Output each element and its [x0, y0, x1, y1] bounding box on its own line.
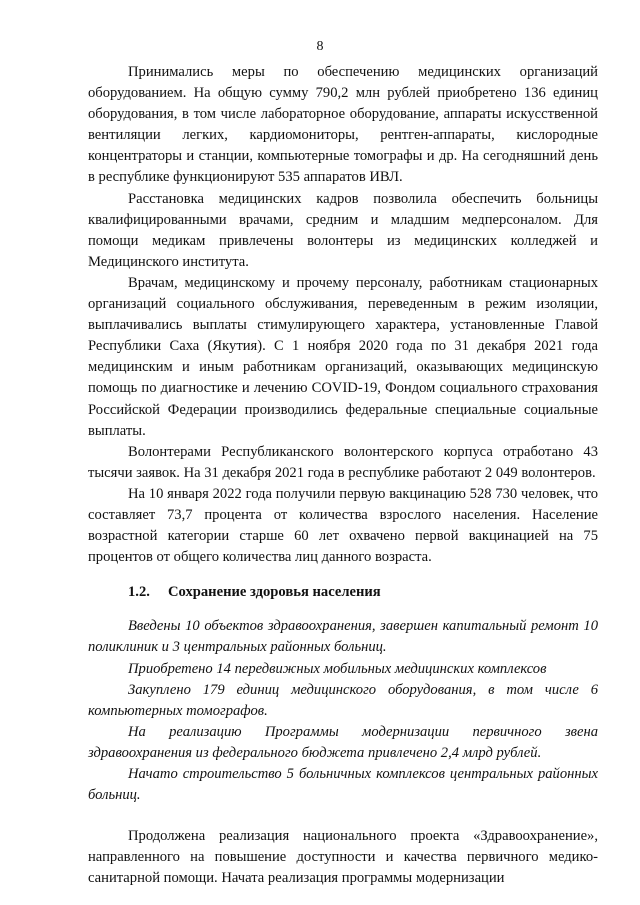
section-number: 1.2.	[128, 584, 150, 601]
highlight-item: На реализацию Программы модернизации первичного звена здравоохранения из федерального бюджета привлечено 2,4 млрд рублей.	[88, 723, 598, 761]
paragraph-volunteers: Волонтерами Республиканского волонтерского корпуса отработано 43 тысячи заявок. На 31 декабря 2021 года в республике работают 2 049 волонтеров.	[88, 443, 598, 481]
section-heading	[88, 582, 598, 603]
section-title: Сохранение здоровья населения	[168, 584, 381, 601]
page-number: 8	[316, 39, 324, 54]
highlight-item: Начато строительство 5 больничных комплексов центральных районных больниц.	[88, 766, 598, 804]
spacer	[88, 806, 598, 826]
paragraph-equipment: Принимались меры по обеспечению медицинских организаций оборудованием. На общую сумму 790,2 млн рублей приобретено 136 единиц оборудования, в том числе лабораторное оборудование, аппараты искусственной вентиляции легких, кардиомониторы, рентген-аппараты, кислородные концентраторы и станции, компьютерные томографы и др. На сегодняшний день в республике функционируют 535 аппаратов ИВЛ.	[88, 64, 598, 186]
paragraph-payments: Врачам, медицинскому и прочему персоналу, работникам стационарных организаций социального обслуживания, переведенным в режим изоляции, выплачивались выплаты стимулирующего характера, установленные Главой Республики Саха (Якутия). С 1 ноября 2020 года по 31 декабря 2021 года медицинским и иным работникам организаций, оказывающих медицинскую помощь по диагностике и лечению COVID-19, Фондом социального страхования Российской Федерации производились федеральные специальные социальные выплаты.	[88, 274, 598, 439]
highlight-item: Введены 10 объектов здравоохранения, завершен капитальный ремонт 10 поликлиник и 3 центральных районных больниц.	[88, 618, 598, 656]
document-body	[88, 62, 598, 889]
paragraph-national-project: Продолжена реализация национального проекта «Здравоохранение», направленного на повышение доступности и качества первичного медико-санитарной помощи. Начата реализация программы модернизации	[88, 828, 598, 887]
highlight-item: Приобретено 14 передвижных мобильных медицинских комплексов	[128, 660, 547, 677]
highlight-item: Закуплено 179 единиц медицинского оборудования, в том числе 6 компьютерных томографов.	[88, 681, 598, 719]
paragraph-staffing: Расстановка медицинских кадров позволила обеспечить больницы квалифицированными врачами, средним и младшим медперсоналом. Для помощи медикам привлечены волонтеры из медицинских колледжей и Медицинского института.	[88, 190, 598, 270]
paragraph-vaccination: На 10 января 2022 года получили первую вакцинацию 528 730 человек, что составляет 73,7 процента от количества взрослого населения. Население возрастной категории старше 60 лет охвачено первой вакцинацией на 75 процентов от общего количества лиц данного возраста.	[88, 485, 598, 566]
